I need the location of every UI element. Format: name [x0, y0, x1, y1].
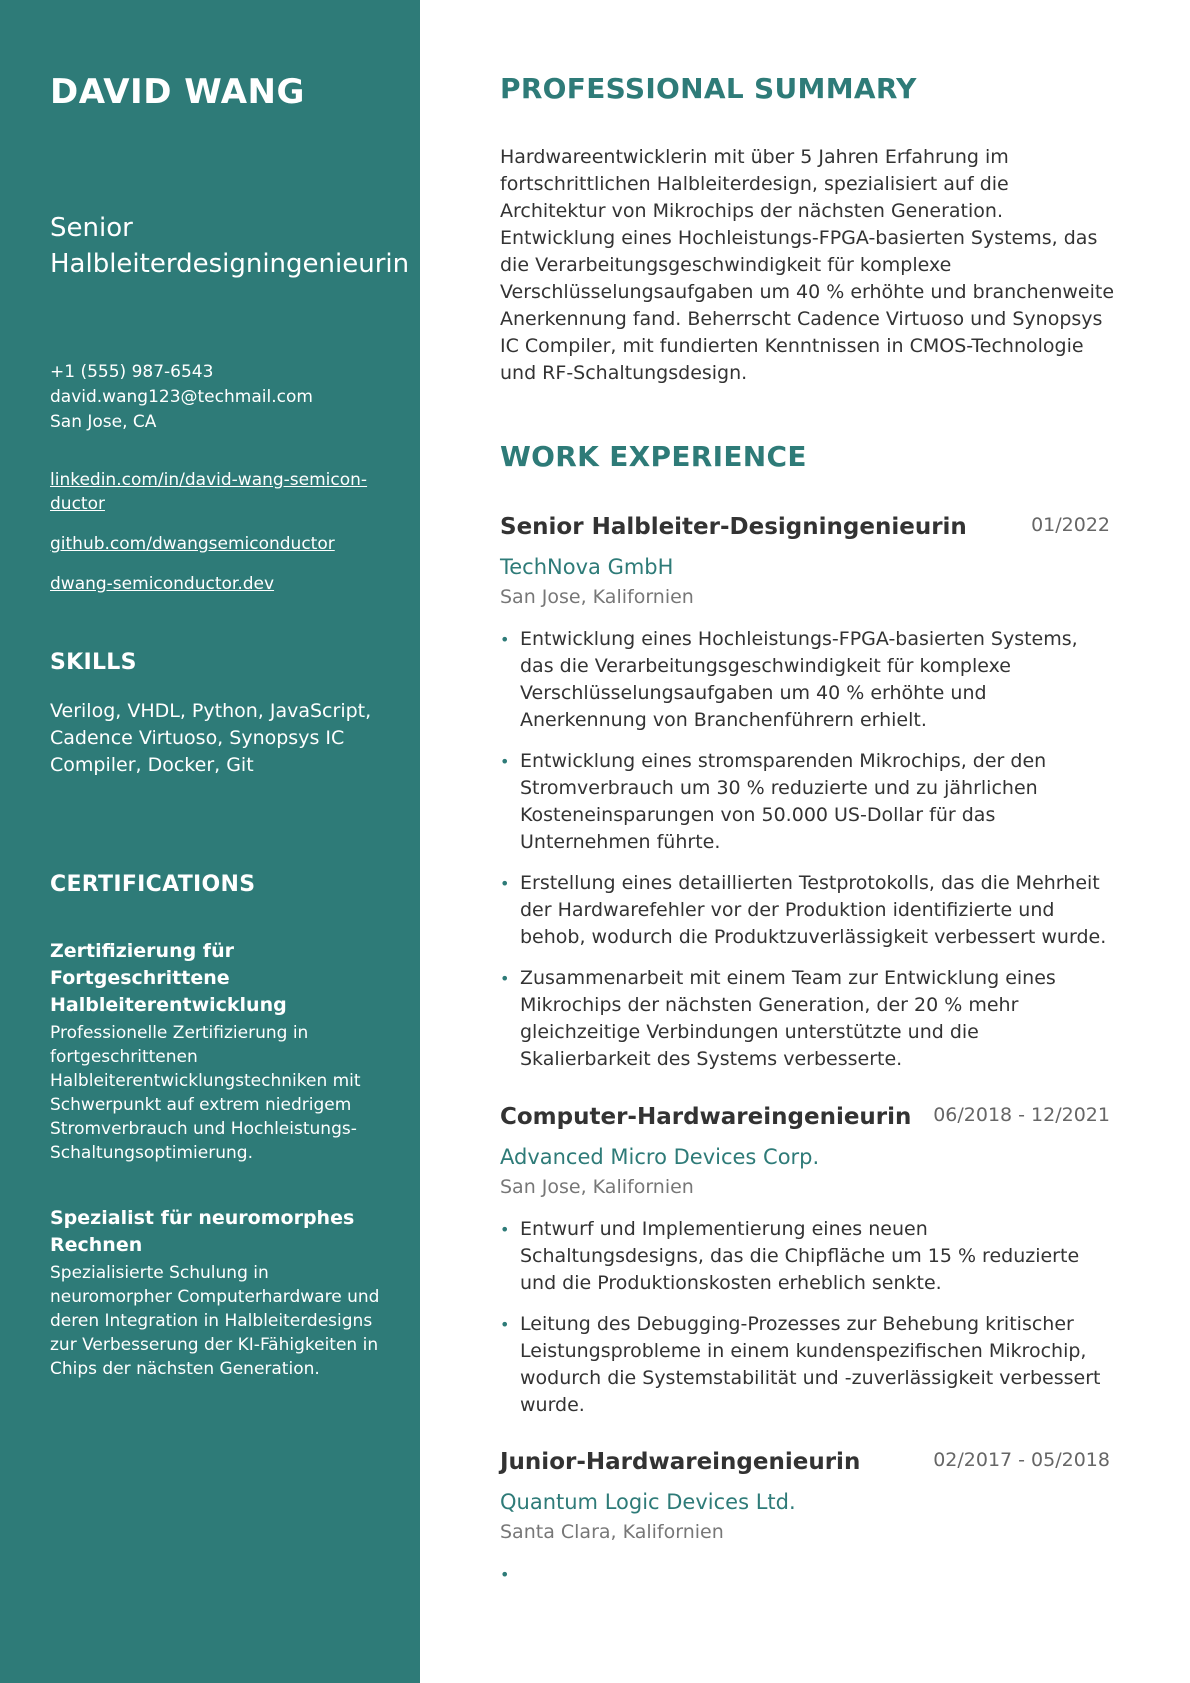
experience-heading: WORK EXPERIENCE [500, 440, 807, 473]
bullet-icon: • [500, 874, 510, 893]
bullet-text: Entwicklung eines Hochleistungs-FPGA-basierten Systems, das die Verarbeitungsgeschwindigkeit für komplexe Verschlüsselungsaufgaben um 40 % erhöhte und Anerkennung von Branchenführern erhielt. [520, 628, 1078, 731]
list-item [500, 870, 1110, 951]
job-title: Junior-Hardwareingenieurin [500, 1449, 861, 1475]
certification-title: Spezialist für neuromorphes Rechnen [50, 1207, 355, 1256]
candidate-name: DAVID WANG [50, 72, 305, 112]
job-date: 06/2018 - 12/2021 [933, 1104, 1110, 1126]
skills-text: Verilog, VHDL, Python, JavaScript, Cadence Virtuoso, Synopsys IC Compiler, Docker, Git [50, 700, 372, 776]
bullet-text: Erstellung eines detaillierten Testprotokolls, das die Mehrheit der Hardwarefehler vor der Produktion identifizierte und behob, wodurch die Produktzuverlässigkeit verbessert wurde. [520, 872, 1107, 948]
list-item [500, 1216, 1110, 1297]
job-title: Senior Halbleiter-Designingenieurin [500, 514, 967, 540]
bullet-icon: • [500, 630, 510, 649]
bullet-icon: • [500, 969, 510, 988]
job-date: 01/2022 [1031, 514, 1110, 536]
bullet-icon: • [500, 1315, 510, 1334]
bullet-text: Leitung des Debugging-Prozesses zur Behebung kritischer Leistungsprobleme in einem kundenspezifischen Mikrochip, wodurch die Systemstabilität und -zuverlässigkeit verbessert wurde. [520, 1313, 1101, 1416]
contact-info [50, 360, 380, 435]
certification-item [50, 938, 380, 1165]
location: San Jose, CA [50, 412, 157, 432]
main-content [420, 0, 1190, 1683]
list-item [500, 626, 1110, 734]
certification-title: Zertifizierung für Fortgeschrittene Halbleiterentwicklung [50, 940, 287, 1016]
job-location: Santa Clara, Kalifornien [500, 1521, 724, 1543]
phone: +1 (555) 987-6543 [50, 362, 214, 382]
candidate-title: Senior Halbleiterdesigningenieurin [50, 213, 410, 279]
github-link[interactable]: github.com/dwangsemiconductor [50, 534, 335, 554]
linkedin-link[interactable]: linkedin.com/in/david-wang-semicon-ductor [50, 470, 368, 514]
list-item [500, 965, 1110, 1073]
bullet-text: Entwicklung eines stromsparenden Mikrochips, der den Stromverbrauch um 30 % reduzierte und zu jährlichen Kosteneinsparungen von 50.000 US-Dollar für das Unternehmen führte. [520, 750, 1047, 853]
job-entry [500, 514, 1110, 1087]
job-location: San Jose, Kalifornien [500, 586, 694, 608]
job-date: 02/2017 - 05/2018 [933, 1449, 1110, 1471]
list-item [500, 748, 1110, 856]
job-bullets [500, 626, 1110, 1073]
bullet-text: Zusammenarbeit mit einem Team zur Entwicklung eines Mikrochips der nächsten Generation, der 20 % mehr gleichzeitige Verbindungen unterstützte und die Skalierbarkeit des Systems verbesserte. [520, 967, 1056, 1070]
company-name: Quantum Logic Devices Ltd. [500, 1490, 796, 1514]
company-name: TechNova GmbH [500, 555, 674, 579]
certification-description: Spezialisierte Schulung in neuromorpher Computerhardware und deren Integration in Halbleiterdesigns zur Verbesserung der KI-Fähigkeiten in Chips der nächsten Generation. [50, 1263, 380, 1379]
email: david.wang123@techmail.com [50, 387, 313, 407]
profile-links [50, 468, 380, 612]
bullet-text: Entwurf und Implementierung eines neuen Schaltungsdesigns, das die Chipfläche um 15 % reduzierte und die Produktionskosten erheblich senkte. [520, 1218, 1080, 1294]
list-item [500, 1311, 1110, 1419]
job-title: Computer-Hardwareingenieurin [500, 1104, 912, 1130]
job-bullets [500, 1216, 1110, 1419]
bullet-icon: • [500, 1220, 510, 1239]
company-name: Advanced Micro Devices Corp. [500, 1145, 820, 1169]
skills-heading: SKILLS [50, 650, 137, 675]
bullet-icon: • [500, 1565, 510, 1584]
certification-item [50, 1205, 380, 1381]
job-entry [500, 1449, 1110, 1584]
certifications-heading: CERTIFICATIONS [50, 872, 256, 897]
sidebar [0, 0, 420, 1683]
job-entry [500, 1104, 1110, 1433]
summary-text: Hardwareentwicklerin mit über 5 Jahren Erfahrung im fortschrittlichen Halbleiterdesign, spezialisiert auf die Architektur von Mikrochips der nächsten Generation. Entwicklung eines Hochleistungs-FPGA-basierten Systems, das die Verarbeitungsgeschwindigkeit für komplexe Verschlüsselungsaufgaben um 40 % erhöhte und branchenweite Anerkennung fand. Beherrscht Cadence Virtuoso und Synopsys IC Compiler, mit fundierten Kenntnissen in CMOS-Technologie und RF-Schaltungsdesign. [500, 146, 1115, 384]
bullet-icon: • [500, 752, 510, 771]
summary-heading: PROFESSIONAL SUMMARY [500, 72, 917, 105]
certification-description: Professionelle Zertifizierung in fortgeschrittenen Halbleiterentwicklungstechniken mit Schwerpunkt auf extrem niedrigem Stromverbrauch und Hochleistungs-Schaltungsoptimierung. [50, 1023, 361, 1163]
job-location: San Jose, Kalifornien [500, 1176, 694, 1198]
website-link[interactable]: dwang-semiconductor.dev [50, 574, 275, 594]
